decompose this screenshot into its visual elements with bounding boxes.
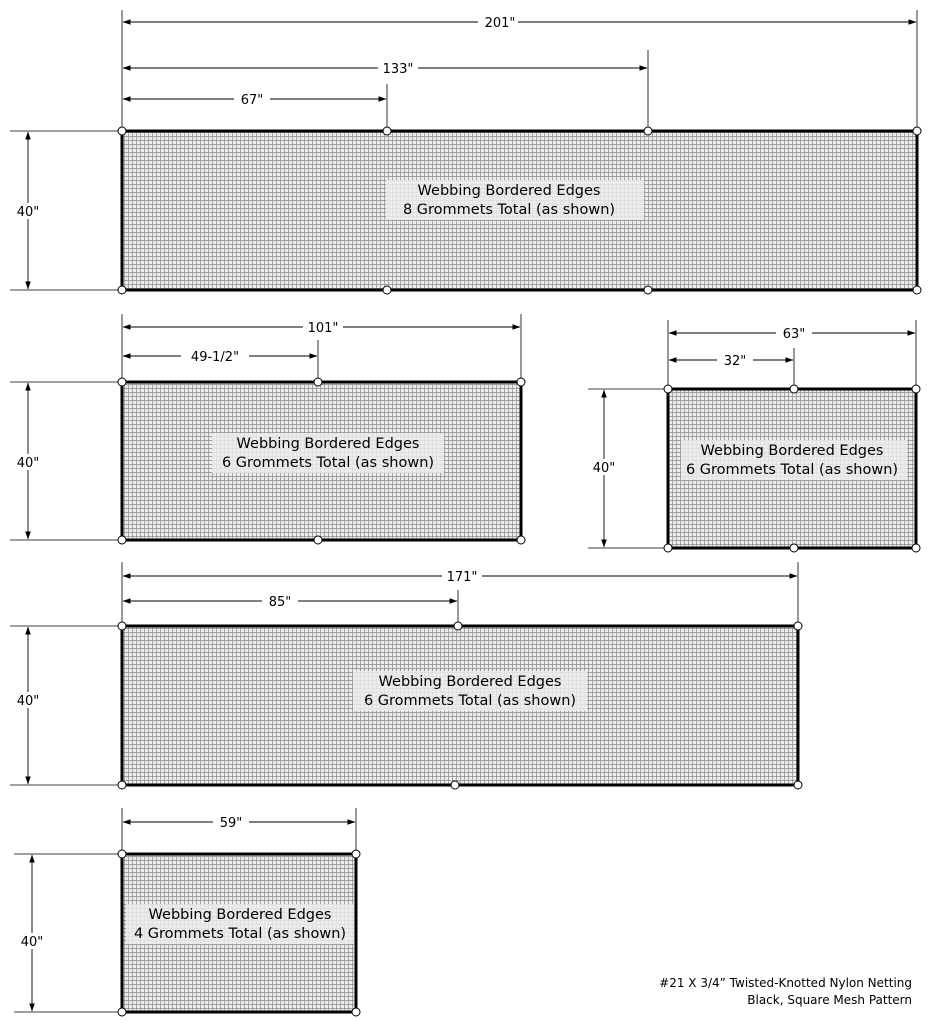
grommet bbox=[664, 385, 672, 393]
panel-3 bbox=[588, 320, 920, 552]
dimension-label-49-half: 49-1/2" bbox=[190, 350, 240, 365]
height-label: 40" bbox=[20, 935, 44, 950]
panel-description-line1: Webbing Bordered Edges bbox=[700, 443, 884, 459]
panel-description-line2: 6 Grommets Total (as shown) bbox=[221, 455, 435, 471]
grommet bbox=[118, 378, 126, 386]
panel-1 bbox=[10, 10, 921, 294]
dimension-label-67: 67" bbox=[240, 93, 264, 108]
grommet bbox=[383, 286, 391, 294]
grommet bbox=[118, 781, 126, 789]
grommet bbox=[664, 544, 672, 552]
netting-spec-note bbox=[659, 976, 912, 1007]
grommet bbox=[118, 286, 126, 294]
grommet bbox=[118, 1008, 126, 1016]
height-label: 40" bbox=[16, 456, 40, 471]
grommet bbox=[644, 286, 652, 294]
dimension-label-101: 101" bbox=[307, 321, 339, 336]
height-label: 40" bbox=[592, 461, 616, 476]
grommet bbox=[352, 1008, 360, 1016]
grommet bbox=[314, 378, 322, 386]
panel-2 bbox=[10, 314, 525, 544]
grommet bbox=[118, 536, 126, 544]
grommet bbox=[913, 127, 921, 135]
dimension-label-201: 201" bbox=[484, 16, 516, 31]
grommet bbox=[383, 127, 391, 135]
grommet bbox=[118, 850, 126, 858]
grommet bbox=[118, 622, 126, 630]
grommet bbox=[794, 781, 802, 789]
panel-description-line2: 6 Grommets Total (as shown) bbox=[363, 693, 577, 709]
grommet bbox=[451, 781, 459, 789]
panel-description-line2: 6 Grommets Total (as shown) bbox=[685, 462, 899, 478]
panel-description-line1: Webbing Bordered Edges bbox=[148, 907, 332, 923]
grommet bbox=[454, 622, 462, 630]
netting-spec-line1: #21 X 3/4” Twisted-Knotted Nylon Netting bbox=[659, 976, 912, 990]
grommet bbox=[912, 385, 920, 393]
grommet bbox=[790, 544, 798, 552]
dimension-label-32: 32" bbox=[723, 354, 747, 369]
grommet bbox=[794, 622, 802, 630]
grommet bbox=[912, 544, 920, 552]
netting-spec-line2: Black, Square Mesh Pattern bbox=[747, 993, 912, 1007]
panel-description-line1: Webbing Bordered Edges bbox=[236, 436, 420, 452]
grommet bbox=[644, 127, 652, 135]
grommet bbox=[517, 378, 525, 386]
height-label: 40" bbox=[16, 205, 40, 220]
dimension-label-63: 63" bbox=[782, 327, 806, 342]
grommet bbox=[517, 536, 525, 544]
grommet bbox=[352, 850, 360, 858]
grommet bbox=[118, 127, 126, 135]
panel-description-line2: 8 Grommets Total (as shown) bbox=[402, 202, 616, 218]
dimension-label-133: 133" bbox=[382, 62, 414, 77]
grommet bbox=[790, 385, 798, 393]
panel-description-line2: 4 Grommets Total (as shown) bbox=[133, 926, 347, 942]
dimension-label-171: 171" bbox=[446, 570, 478, 585]
grommet bbox=[314, 536, 322, 544]
panel-description-line1: Webbing Bordered Edges bbox=[378, 674, 562, 690]
height-label: 40" bbox=[16, 694, 40, 709]
grommet bbox=[913, 286, 921, 294]
dimension-label-85: 85" bbox=[268, 595, 292, 610]
panel-4 bbox=[10, 562, 802, 789]
panel-description-line1: Webbing Bordered Edges bbox=[417, 183, 601, 199]
dimension-label-59: 59" bbox=[219, 816, 243, 831]
panel-5 bbox=[14, 808, 360, 1016]
